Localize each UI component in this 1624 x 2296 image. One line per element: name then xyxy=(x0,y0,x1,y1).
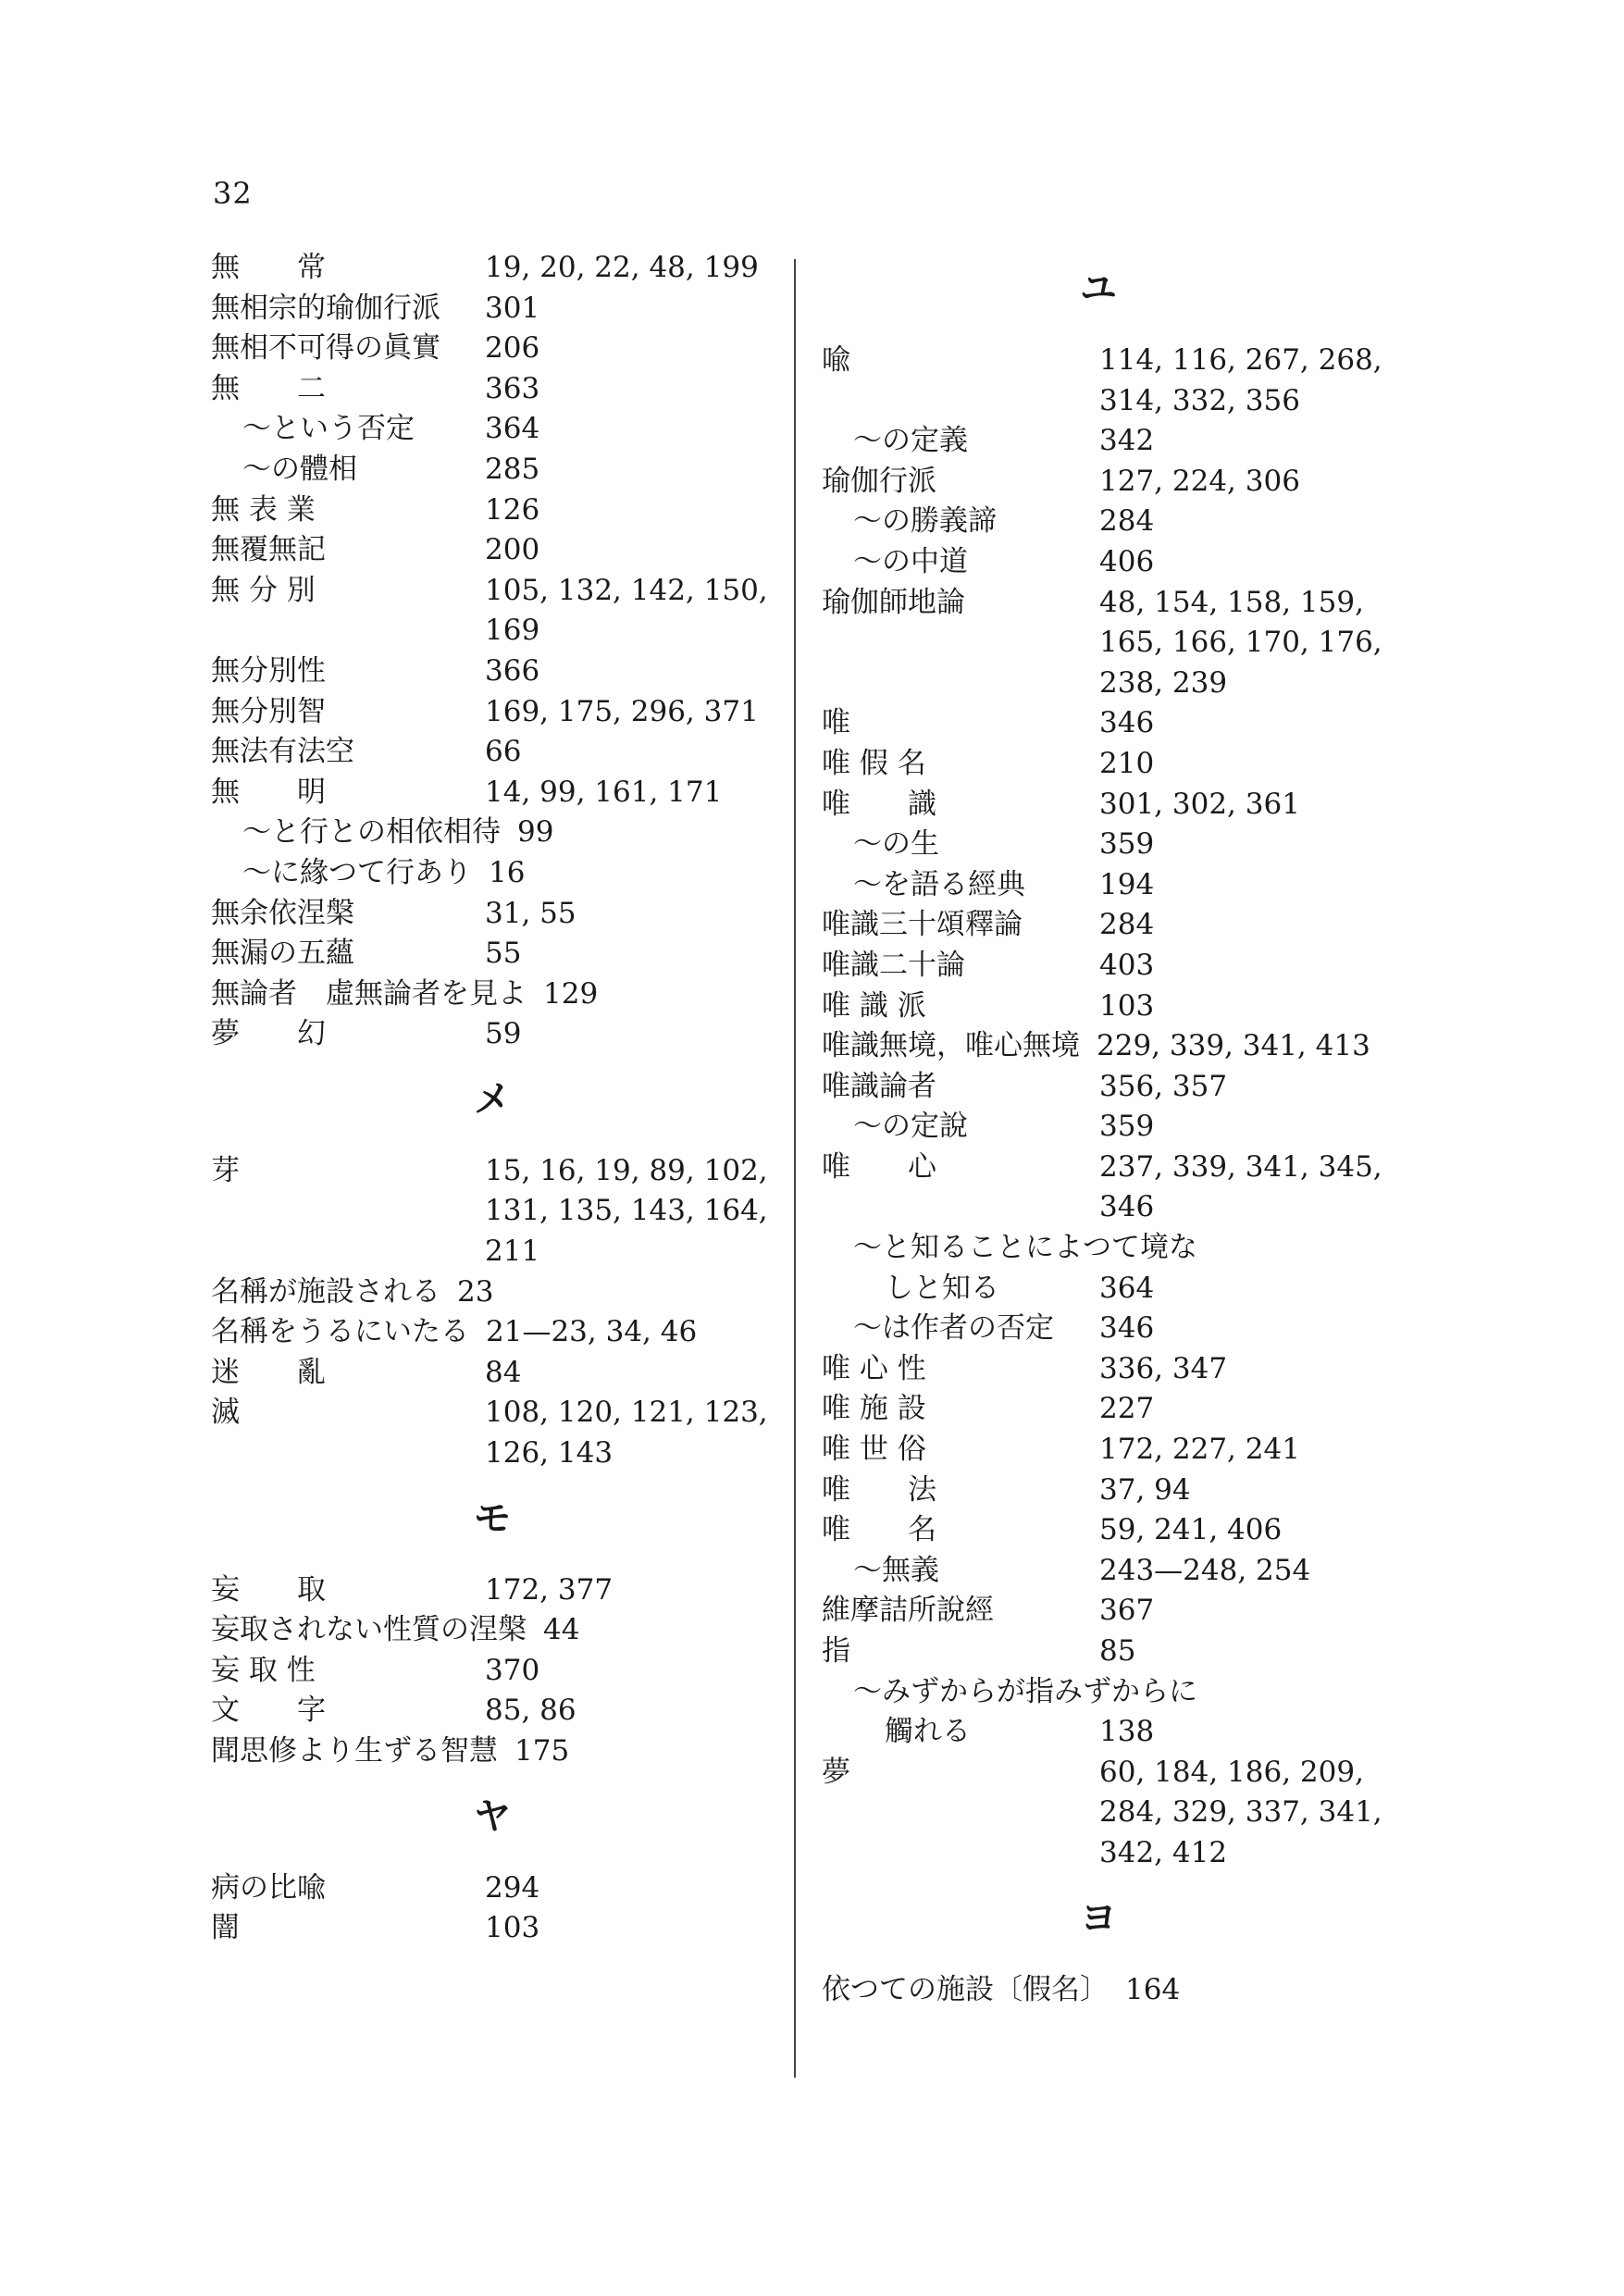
index-term: 唯識三十頌釋論 xyxy=(822,908,1023,942)
page-references: 403 xyxy=(1099,948,1155,982)
index-entry xyxy=(211,934,775,974)
index-entry xyxy=(822,1309,1405,1349)
index-entry xyxy=(211,732,775,773)
index-entry xyxy=(822,421,1405,462)
index-term: 無法有法空 xyxy=(211,735,354,769)
index-entry xyxy=(822,785,1405,825)
section-heading: ユ xyxy=(1080,267,1119,310)
section-heading: モ xyxy=(474,1496,513,1540)
index-entry xyxy=(211,248,775,289)
page-references: 200 xyxy=(485,533,540,567)
section-heading: メ xyxy=(474,1076,513,1121)
index-entry xyxy=(822,341,1405,421)
index-entry xyxy=(822,1712,1405,1753)
page-number: 32 xyxy=(213,176,253,211)
page-references: 172, 377 xyxy=(485,1572,614,1607)
page-references: 85 xyxy=(1099,1634,1136,1668)
index-term: 聞思修より生ずる智慧 xyxy=(211,1734,498,1768)
index-term: 無 分 別 xyxy=(211,573,316,607)
index-term: 唯 識 派 xyxy=(822,988,926,1023)
index-term: ～と知ることによつて境な xyxy=(853,1231,1197,1265)
index-entry xyxy=(822,1349,1405,1390)
index-term: 唯識論者 xyxy=(822,1069,936,1103)
index-term: 唯 世 俗 xyxy=(822,1433,926,1467)
index-term: 指 xyxy=(822,1634,850,1668)
index-term: ～の定說 xyxy=(853,1110,968,1144)
page-references: 284 xyxy=(1099,908,1155,942)
index-term: 無分別智 xyxy=(211,694,326,728)
index-entry xyxy=(822,1269,1405,1309)
index-term: しと知る xyxy=(885,1271,999,1305)
index-term: 喩 xyxy=(822,343,850,377)
index-entry xyxy=(211,409,775,450)
page-references: 103 xyxy=(485,1911,540,1945)
index-entry xyxy=(822,583,1405,704)
index-entry xyxy=(211,853,775,894)
index-term: ～に緣つて行あり xyxy=(242,855,472,889)
section-heading: ヤ xyxy=(474,1793,513,1838)
index-entry xyxy=(211,289,775,329)
page-references: 37, 94 xyxy=(1099,1472,1191,1507)
page-references: 363 xyxy=(485,371,540,405)
index-term: 無相宗的瑜伽行派 xyxy=(211,291,440,325)
page-references: 284 xyxy=(1099,504,1155,539)
index-term: 依つての施設〔假名〕 xyxy=(822,1972,1109,2006)
page-references: 294 xyxy=(485,1870,540,1905)
index-term: 瑜伽師地論 xyxy=(822,585,965,619)
page-references: 60, 184, 186, 209, 284, 329, 337, 341, 342, 412 xyxy=(1099,1755,1382,1869)
index-entry xyxy=(211,329,775,369)
index-entry xyxy=(822,905,1405,946)
index-entry xyxy=(211,1353,775,1394)
index-term: ～の定義 xyxy=(853,424,968,458)
index-entry xyxy=(822,1389,1405,1430)
page-references: 342 xyxy=(1099,424,1155,458)
index-entry xyxy=(211,1908,775,1949)
index-term: 無相不可得の眞實 xyxy=(211,331,440,366)
index-entry xyxy=(822,1026,1405,1067)
index-term: 無覆無記 xyxy=(211,533,326,567)
index-entry xyxy=(822,542,1405,583)
page-references: 48, 154, 158, 159, 165, 166, 170, 176, 238, 239 xyxy=(1099,585,1382,700)
index-term: 芽 xyxy=(211,1153,240,1187)
page-references: 194 xyxy=(1099,867,1155,901)
page-references: 59 xyxy=(485,1017,522,1051)
index-term: ～無義 xyxy=(853,1553,939,1587)
index-entry xyxy=(211,1014,775,1055)
index-entry xyxy=(822,703,1405,744)
page-references: 14, 99, 161, 171 xyxy=(485,775,723,809)
index-entry xyxy=(822,1591,1405,1632)
page-references: 31, 55 xyxy=(485,896,576,930)
index-term: ～の生 xyxy=(853,827,939,862)
index-entry xyxy=(822,825,1405,865)
page-references: 366 xyxy=(485,653,540,688)
index-entry xyxy=(211,652,775,692)
index-entry xyxy=(822,1632,1405,1672)
index-entry xyxy=(822,1970,1405,2011)
index-entry xyxy=(822,1430,1405,1471)
page-references: 243—248, 254 xyxy=(1099,1553,1311,1587)
index-entry xyxy=(822,462,1405,503)
page-references: 364 xyxy=(485,412,540,446)
index-entry xyxy=(211,1272,775,1313)
index-entry xyxy=(822,1471,1405,1511)
index-entry xyxy=(211,894,775,935)
index-entry xyxy=(211,1868,775,1909)
index-term: 妄 取 xyxy=(211,1572,326,1607)
index-term: ～みずからが指みずからに xyxy=(853,1674,1197,1708)
page-references: 356, 357 xyxy=(1099,1069,1228,1103)
index-term: 無論者 虛無論者を見よ xyxy=(211,976,527,1011)
page-references: 23 xyxy=(457,1274,494,1309)
index-term: ～は作者の否定 xyxy=(853,1311,1054,1346)
index-column-right xyxy=(822,248,1405,2010)
page-references: 367 xyxy=(1099,1594,1155,1628)
index-entry xyxy=(211,450,775,490)
index-term: 闇 xyxy=(211,1911,240,1945)
page-references: 237, 339, 341, 345, 346 xyxy=(1099,1149,1382,1224)
page-references: 127, 224, 306 xyxy=(1099,464,1300,498)
index-term: 文 字 xyxy=(211,1694,326,1728)
page-references: 19, 20, 22, 48, 199 xyxy=(485,251,759,284)
index-term: 名稱が施設される xyxy=(211,1274,440,1309)
page-references: 359 xyxy=(1099,827,1155,862)
page-references: 406 xyxy=(1099,544,1155,578)
index-term: ～という否定 xyxy=(242,412,415,446)
page-references: 346 xyxy=(1099,1311,1155,1346)
page-references: 16 xyxy=(489,855,526,889)
page-references: 59, 241, 406 xyxy=(1099,1513,1283,1547)
index-entry xyxy=(822,946,1405,987)
index-term: 唯識無境，唯心無境 xyxy=(822,1029,1080,1063)
index-term: 唯識二十論 xyxy=(822,948,965,982)
index-term: 迷 亂 xyxy=(211,1355,326,1389)
index-term: ～と行との相依相待 xyxy=(242,815,501,850)
index-entry xyxy=(822,1672,1405,1713)
page-references: 364 xyxy=(1099,1271,1155,1305)
page-references: 114, 116, 267, 268, 314, 332, 356 xyxy=(1099,343,1382,417)
index-entry xyxy=(822,1228,1405,1269)
page-references: 126 xyxy=(485,492,540,527)
index-entry xyxy=(211,369,775,410)
page-references: 105, 132, 142, 150, 169 xyxy=(485,573,768,648)
index-term: 無分別性 xyxy=(211,653,326,688)
index-term: 唯 xyxy=(822,706,850,740)
page-references: 84 xyxy=(485,1355,522,1389)
index-entry xyxy=(822,1510,1405,1551)
page-references: 164 xyxy=(1125,1972,1181,2006)
page-references: 15, 16, 19, 89, 102, 131, 135, 143, 164, 211 xyxy=(485,1153,768,1269)
index-term: ～を語る經典 xyxy=(853,867,1025,901)
index-entry xyxy=(211,1151,775,1272)
column-divider xyxy=(794,259,796,2078)
index-entry xyxy=(211,974,775,1015)
index-entry xyxy=(822,744,1405,785)
index-entry xyxy=(211,1393,775,1473)
index-entry xyxy=(822,1107,1405,1148)
page-references: 346 xyxy=(1099,706,1155,740)
index-term: 唯 心 xyxy=(822,1149,936,1184)
page-references: 138 xyxy=(1099,1715,1155,1749)
index-entry xyxy=(822,502,1405,542)
page-references: 66 xyxy=(485,735,522,769)
index-entry xyxy=(822,1753,1405,1874)
index-entry xyxy=(822,1551,1405,1592)
index-term: 瑜伽行派 xyxy=(822,464,936,498)
page-references: 55 xyxy=(485,937,522,971)
index-entry xyxy=(822,865,1405,906)
index-term: 無 表 業 xyxy=(211,492,316,527)
index-term: 維摩詰所說經 xyxy=(822,1594,994,1628)
page-references: 99 xyxy=(517,815,554,850)
index-term: ～の中道 xyxy=(853,544,968,578)
page-references: 172, 227, 241 xyxy=(1099,1433,1300,1467)
page-references: 206 xyxy=(485,331,540,366)
index-entry xyxy=(211,692,775,733)
index-entry xyxy=(211,1570,775,1611)
page-references: 108, 120, 121, 123, 126, 143 xyxy=(485,1396,768,1471)
index-term: 無 明 xyxy=(211,775,326,809)
page-references: 175 xyxy=(514,1734,570,1768)
index-term: 妄取されない性質の涅槃 xyxy=(211,1613,527,1647)
index-term: ～の勝義諦 xyxy=(853,504,997,539)
page-references: 85, 86 xyxy=(485,1694,576,1728)
page-references: 229, 339, 341, 413 xyxy=(1097,1029,1370,1063)
page-references: 359 xyxy=(1099,1110,1155,1144)
index-entry xyxy=(822,987,1405,1027)
page-references: 370 xyxy=(485,1653,540,1687)
index-entry xyxy=(211,1312,775,1353)
index-term: 無漏の五蘊 xyxy=(211,937,354,971)
index-term: 無 二 xyxy=(211,371,326,405)
index-entry xyxy=(211,813,775,853)
page-references: 210 xyxy=(1099,746,1155,780)
index-term: 病の比喩 xyxy=(211,1870,326,1905)
index-term: 唯 施 設 xyxy=(822,1392,926,1426)
index-entry xyxy=(211,1610,775,1651)
page-references: 301, 302, 361 xyxy=(1099,787,1300,821)
index-entry xyxy=(211,571,775,652)
index-term: 唯 假 名 xyxy=(822,746,926,780)
page-references: 336, 347 xyxy=(1099,1351,1228,1385)
index-term: 唯 法 xyxy=(822,1472,936,1507)
page-references: 285 xyxy=(485,452,540,486)
index-entry xyxy=(211,490,775,531)
index-term: 無 常 xyxy=(211,251,326,284)
index-term: ～の體相 xyxy=(242,452,357,486)
index-term: 唯 心 性 xyxy=(822,1351,926,1385)
index-term: 滅 xyxy=(211,1396,240,1430)
index-entry xyxy=(822,1148,1405,1228)
index-term: 觸れる xyxy=(885,1715,971,1749)
index-entry xyxy=(211,1651,775,1692)
page-references: 44 xyxy=(543,1613,580,1647)
index-term: 夢 幻 xyxy=(211,1017,326,1051)
page-references: 301 xyxy=(485,291,540,325)
index-term: 無余依涅槃 xyxy=(211,896,354,930)
index-entry xyxy=(822,1067,1405,1108)
page-references: 169, 175, 296, 371 xyxy=(485,694,759,728)
index-column-left xyxy=(211,248,775,1949)
page-references: 103 xyxy=(1099,988,1155,1023)
index-term: 唯 識 xyxy=(822,787,936,821)
index-entry xyxy=(211,1731,775,1772)
index-entry xyxy=(211,1691,775,1731)
index-term: 名稱をうるにいたる xyxy=(211,1315,469,1349)
page-references: 227 xyxy=(1099,1392,1155,1426)
index-term: 妄 取 性 xyxy=(211,1653,316,1687)
section-heading: ヨ xyxy=(1080,1895,1119,1940)
index-entry xyxy=(211,773,775,813)
page-references: 21—23, 34, 46 xyxy=(486,1315,698,1349)
index-term: 唯 名 xyxy=(822,1513,936,1547)
index-term: 夢 xyxy=(822,1755,850,1789)
page-references: 129 xyxy=(543,976,599,1011)
index-entry xyxy=(211,530,775,571)
